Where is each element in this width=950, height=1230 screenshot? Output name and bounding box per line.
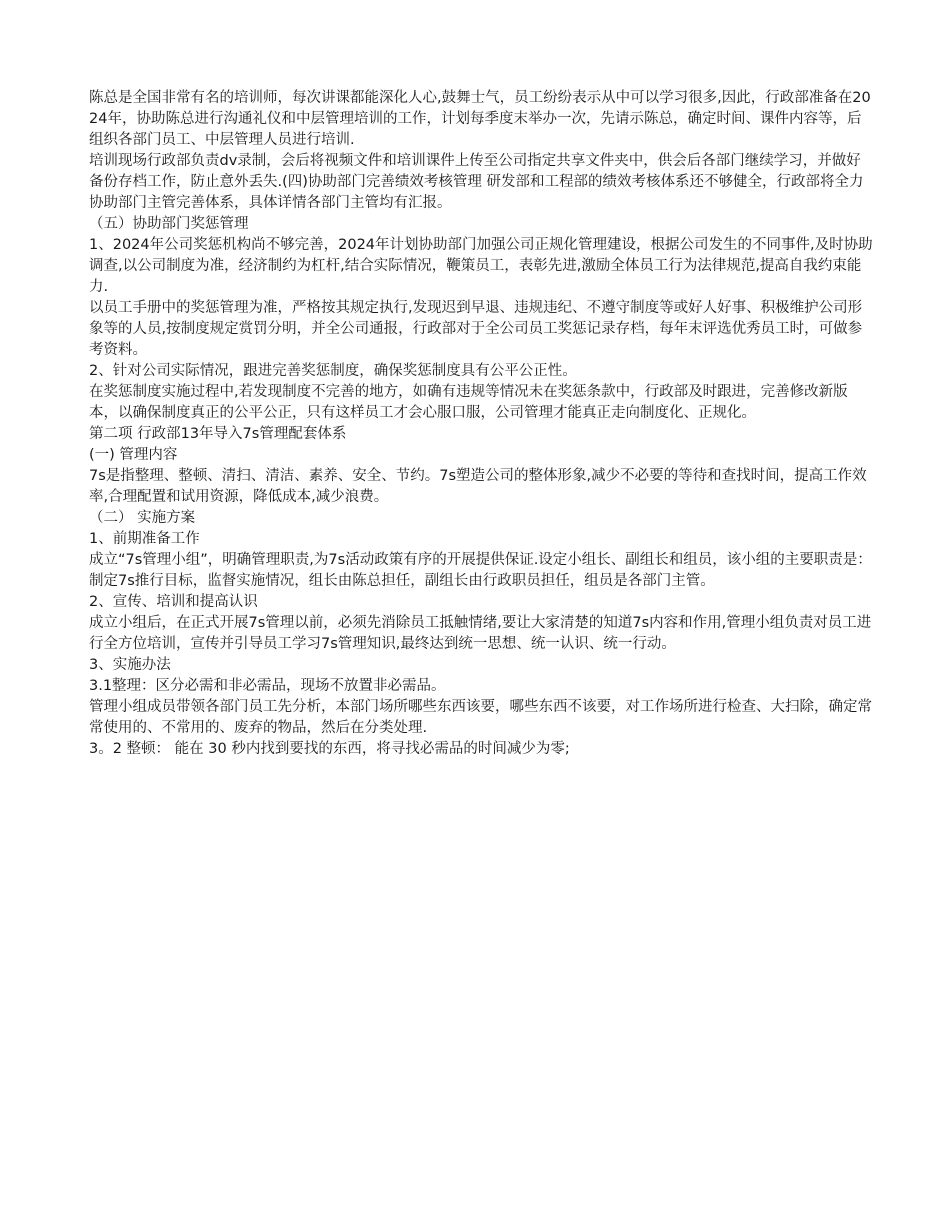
paragraph: 成立“7s管理小组”，明确管理职责,为7s活动政策有序的开展提供保证.设定小组长、副组长和组员，该小组的主要职责是：制定7s推行目标，监督实施情况，组长由陈总担任，副组长由行政职员担任，组员是各部门主管。 — [89, 552, 872, 589]
subsection-heading: 3、实施办法 — [89, 657, 171, 673]
paragraph: 陈总是全国非常有名的培训师，每次讲课都能深化人心,鼓舞士气，员工纷纷表示从中可以学习很多,因此，行政部准备在2024年，协助陈总进行沟通礼仪和中层管理培训的工作，计划每季度末举办一次，先请示陈总，确定时间、课件内容等，后组织各部门员工、中层管理人员进行培训. — [89, 90, 871, 148]
subsection-heading: 2、宣传、培训和提高认识 — [89, 594, 258, 610]
paragraph: 3。2 整顿： 能在 30 秒内找到要找的东西，将寻找必需品的时间减少为零; — [89, 741, 570, 757]
paragraph: 3.1整理：区分必需和非必需品，现场不放置非必需品。 — [89, 678, 446, 694]
document-body — [89, 88, 874, 760]
paragraph: 7s是指整理、整顿、清扫、清洁、素养、安全、节约。7s塑造公司的整体形象,减少不必要的等待和查找时间，提高工作效率,合理配置和试用资源，降低成本,减少浪费。 — [89, 468, 867, 505]
paragraph: 2、针对公司实际情况，跟进完善奖惩制度，确保奖惩制度具有公平公正性。 — [89, 363, 577, 379]
paragraph: 培训现场行政部负责dv录制，会后将视频文件和培训课件上传至公司指定共享文件夹中，供会后各部门继续学习，并做好备份存档工作，防止意外丢失.(四)协助部门完善绩效考核管理 研发部和工程部的绩效考核体系还不够健全，行政部将全力协助部门主管完善体系，具体详情各部门主管均有汇报。 — [89, 153, 864, 211]
subsection-heading: 1、前期准备工作 — [89, 531, 200, 547]
paragraph: 以员工手册中的奖惩管理为准，严格按其规定执行,发现迟到早退、违规违纪、不遵守制度等或好人好事、积极维护公司形象等的人员,按制度规定赏罚分明，并全公司通报，行政部对于全公司员工奖惩记录存档，每年末评选优秀员工时，可做参考资料。 — [89, 300, 863, 358]
section-heading: （五）协助部门奖惩管理 — [89, 216, 249, 232]
section-heading: 第二项 行政部13年导入7s管理配套体系 — [89, 426, 347, 442]
paragraph: 管理小组成员带领各部门员工先分析，本部门场所哪些东西该要，哪些东西不该要，对工作场所进行检查、大扫除，确定常常使用的、不常用的、废弃的物品，然后在分类处理. — [89, 699, 872, 736]
paragraph: 成立小组后，在正式开展7s管理以前，必须先消除员工抵触情绪,要让大家清楚的知道7s内容和作用,管理小组负责对员工进行全方位培训，宣传并引导员工学习7s管理知识,最终达到统一思想、统一认识、统一行动。 — [89, 615, 872, 652]
paragraph: 1、2024年公司奖惩机构尚不够完善，2024年计划协助部门加强公司正规化管理建设，根据公司发生的不同事件,及时协助调查,以公司制度为准，经济制约为杠杆,结合实际情况，鞭策员工，表彰先进,激励全体员工行为法律规范,提高自我约束能力. — [89, 237, 873, 295]
subsection-heading: (一) 管理内容 — [89, 447, 178, 463]
paragraph: 在奖惩制度实施过程中,若发现制度不完善的地方，如确有违规等情况未在奖惩条款中，行政部及时跟进，完善修改新版本，以确保制度真正的公平公正，只有这样员工才会心服口服，公司管理才能真正走向制度化、正规化。 — [89, 384, 848, 421]
subsection-heading: （二） 实施方案 — [89, 510, 196, 526]
